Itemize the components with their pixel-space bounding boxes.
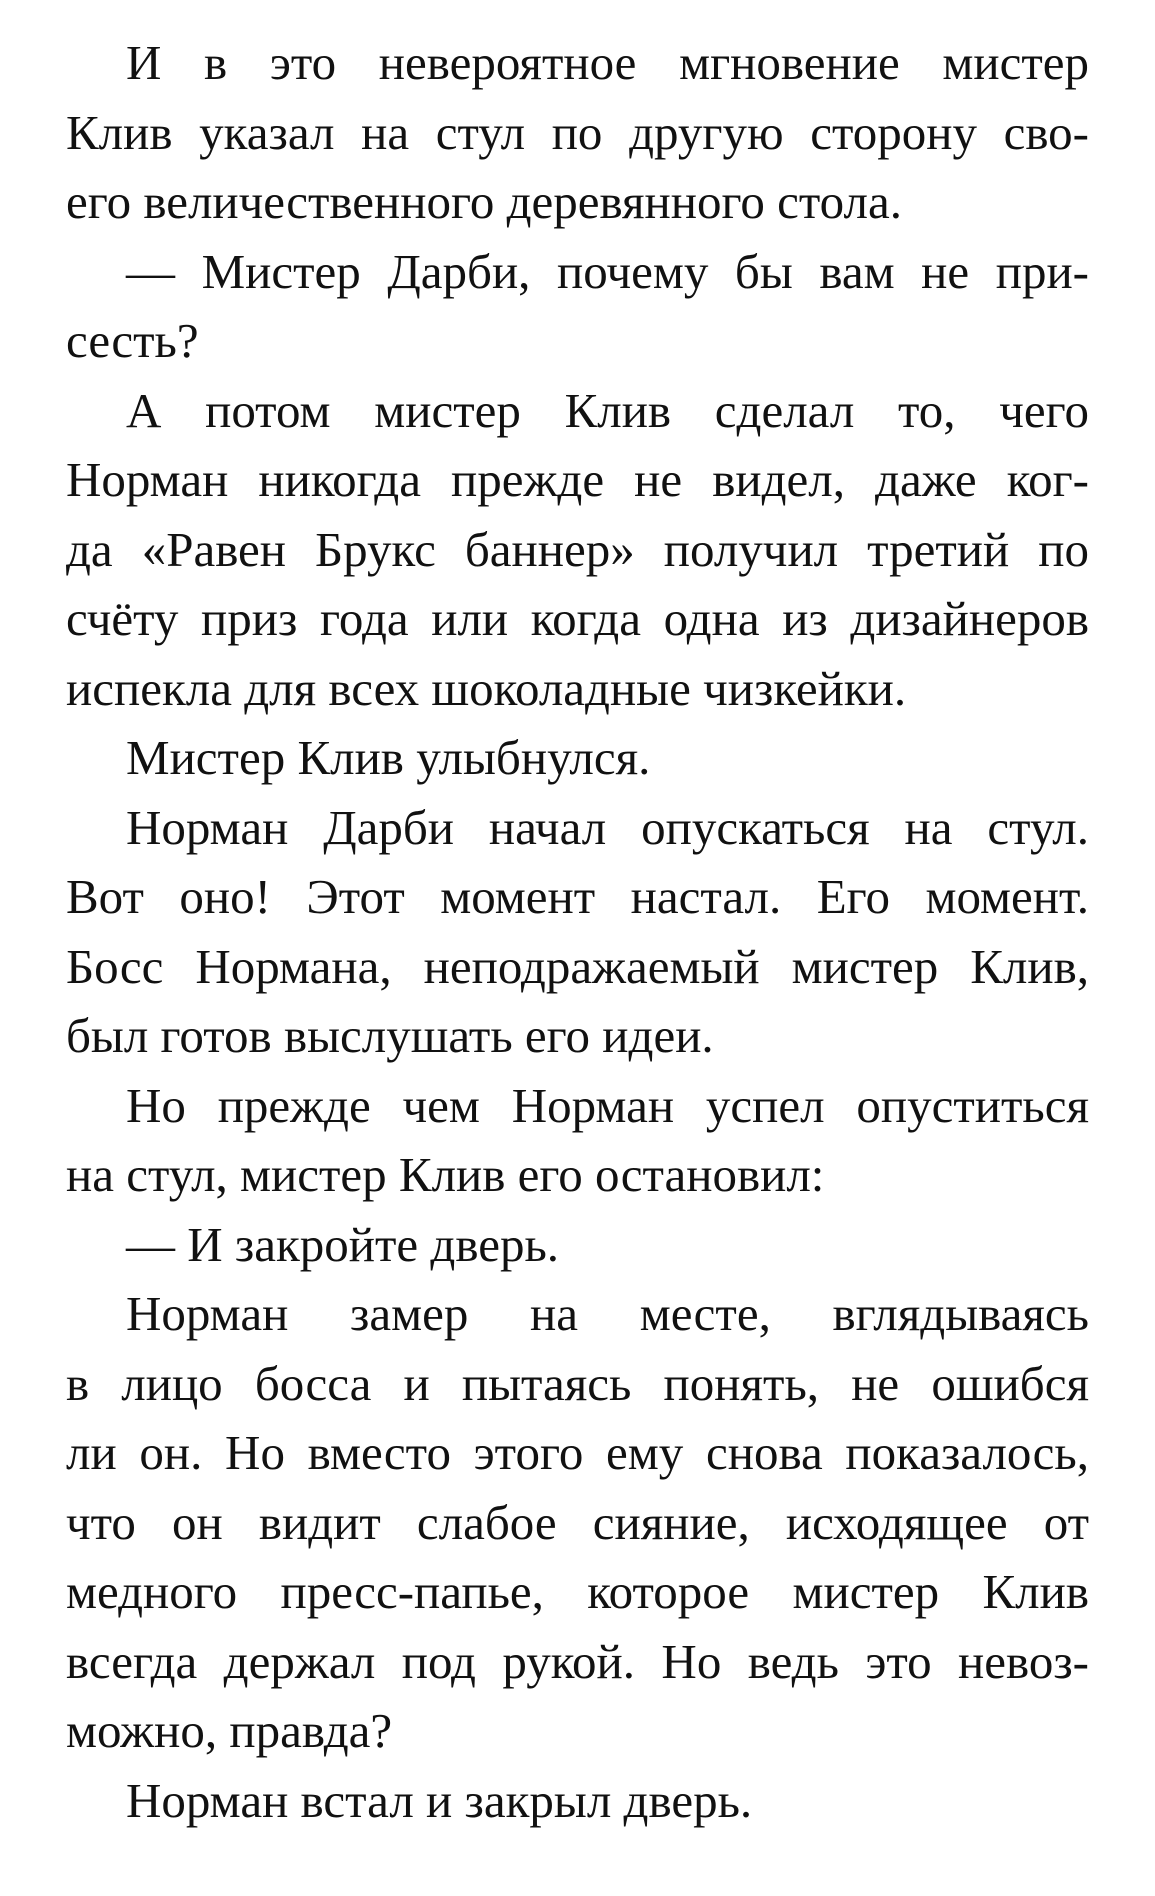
text-line: всегда держал под рукой. Но ведь это невоз-	[66, 1633, 1089, 1689]
text-line: А потом мистер Клив сделал то, чего	[126, 382, 1089, 438]
text-line: был готов выслушать его идеи.	[66, 1008, 714, 1063]
text-line: на стул, мистер Клив его остановил:	[66, 1147, 825, 1202]
text-line: Мистер Клив улыбнулся.	[126, 730, 651, 785]
text-line: — И закройте дверь.	[126, 1216, 560, 1272]
text-line: счёту приз года или когда одна из дизайнеров	[66, 591, 1089, 646]
text-line: Норман никогда прежде не видел, даже ког-	[66, 452, 1089, 507]
text-line: Но прежде чем Норман успел опуститься	[126, 1077, 1089, 1133]
text-line: Норман замер на месте, вглядываясь	[126, 1286, 1089, 1341]
paragraph	[66, 1279, 1089, 1766]
paragraph	[66, 28, 1089, 237]
paragraph	[66, 793, 1089, 1071]
text-line: Клив указал на стул по другую сторону сво-	[66, 104, 1089, 160]
text-line: испекла для всех шоколадные чизкейки.	[66, 660, 907, 716]
paragraph	[66, 1766, 1089, 1836]
text-line: — Мистер Дарби, почему бы вам не при-	[126, 243, 1089, 299]
paragraph	[66, 1071, 1089, 1210]
text-line: Босс Нормана, неподражаемый мистер Клив,	[66, 938, 1089, 994]
text-line: в лицо босса и пытаясь понять, не ошибся	[66, 1355, 1089, 1411]
paragraph	[66, 237, 1089, 376]
text-line: Норман встал и закрыл дверь.	[126, 1772, 753, 1828]
text-line: сесть?	[66, 313, 199, 368]
paragraph	[66, 1210, 1089, 1280]
text-line: его величественного деревянного стола.	[66, 174, 902, 229]
paragraph	[66, 376, 1089, 724]
text-line: Норман Дарби начал опускаться на стул.	[126, 799, 1089, 855]
text-line: Вот оно! Этот момент настал. Его момент.	[66, 869, 1089, 924]
text-line: да «Равен Брукс баннер» получил третий по	[66, 521, 1089, 577]
page-text	[66, 28, 1089, 1835]
text-line: ли он. Но вместо этого ему снова показалось,	[66, 1425, 1089, 1480]
text-line: что он видит слабое сияние, исходящее от	[66, 1494, 1089, 1550]
text-line: И в это невероятное мгновение мистер	[126, 35, 1089, 90]
paragraph	[66, 723, 1089, 793]
text-line: медного пресс-папье, которое мистер Клив	[66, 1564, 1089, 1619]
text-line: можно, правда?	[66, 1703, 393, 1758]
